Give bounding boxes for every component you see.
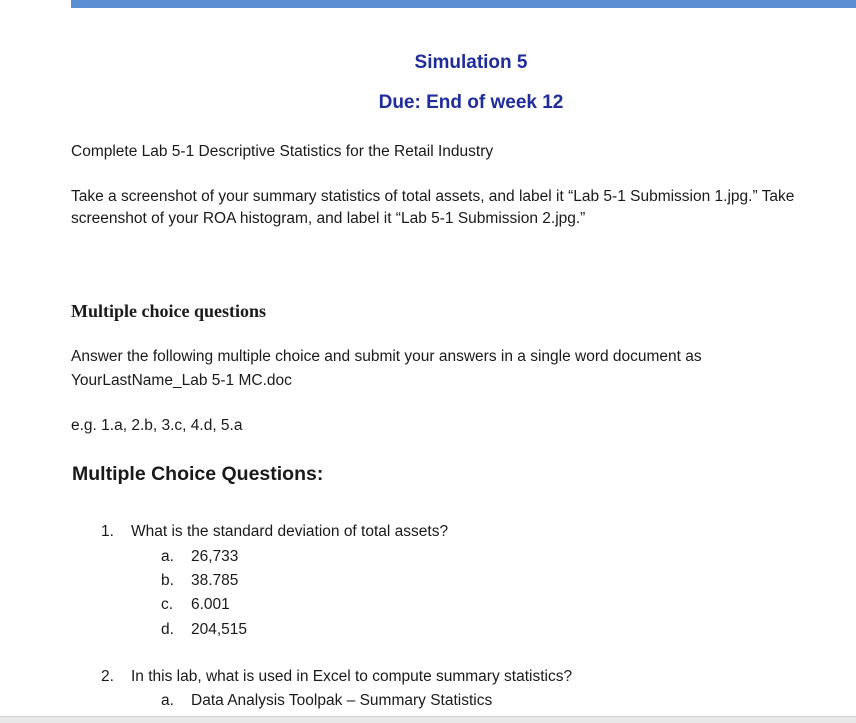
screenshot-instructions-line-2: screenshot of your ROA histogram, and label it “Lab 5-1 Submission 2.jpg.” (71, 210, 586, 227)
lab-task-text: Complete Lab 5-1 Descriptive Statistics for the Retail Industry (71, 143, 494, 160)
mc-section-heading: Multiple choice questions (71, 301, 267, 321)
question-1-option-d (161, 619, 247, 641)
mc-instructions-line-1: Answer the following multiple choice and submit your answers in a single word document as (71, 348, 702, 365)
option-text: 26,733 (191, 548, 239, 565)
option-text: 38.785 (191, 572, 239, 589)
question-2 (101, 666, 572, 688)
question-text: In this lab, what is used in Excel to compute summary statistics? (131, 668, 573, 685)
screenshot-instructions-line-1: Take a screenshot of your summary statistics of total assets, and label it “Lab 5-1 Submission 1.jpg.” Take (71, 188, 795, 205)
mc-instructions-line-2: YourLastName_Lab 5-1 MC.doc (71, 372, 292, 389)
option-letter: b. (161, 572, 174, 589)
option-letter: a. (161, 548, 174, 565)
page-title: Simulation 5 (414, 52, 528, 73)
answer-format-example: e.g. 1.a, 2.b, 3.c, 4.d, 5.a (71, 417, 243, 434)
option-letter: d. (161, 621, 174, 638)
question-1 (101, 521, 448, 543)
due-date: Due: End of week 12 (378, 92, 564, 113)
question-text: What is the standard deviation of total assets? (131, 523, 449, 540)
question-2-option-a (161, 690, 492, 712)
question-number: 1. (101, 523, 114, 540)
question-1-option-a (161, 546, 238, 568)
header-accent-bar (71, 0, 856, 8)
option-text: Data Analysis Toolpak – Summary Statistics (191, 692, 493, 709)
option-letter: c. (161, 596, 174, 613)
question-1-option-c (161, 594, 230, 616)
option-text: 6.001 (191, 596, 230, 613)
option-letter: a. (161, 692, 174, 709)
option-text: 204,515 (191, 621, 248, 638)
question-1-option-b (161, 570, 238, 592)
mc-questions-heading: Multiple Choice Questions: (72, 463, 324, 485)
question-number: 2. (101, 668, 114, 685)
